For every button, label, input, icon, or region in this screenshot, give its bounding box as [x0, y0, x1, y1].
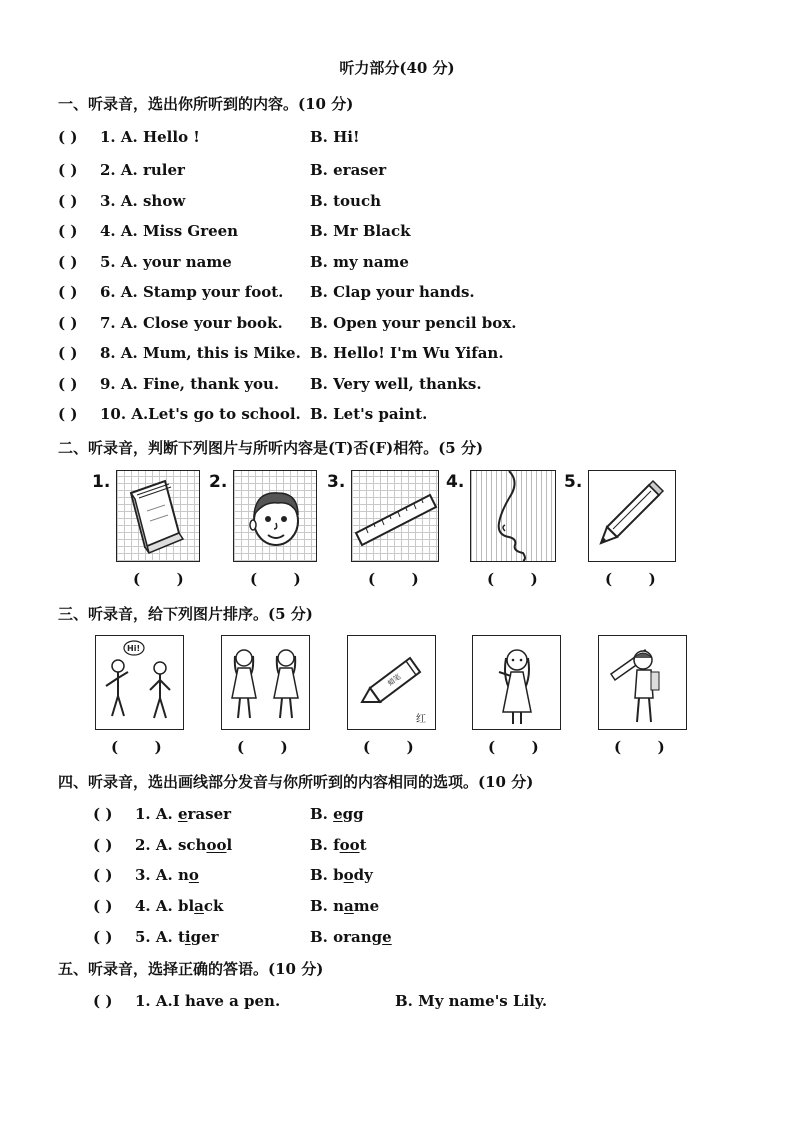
corner-label: 红	[416, 714, 426, 725]
option-a: 1. A.I have a pen.	[135, 992, 281, 1010]
option-b: B. eraser	[310, 161, 387, 179]
picture-boy-with-ruler	[598, 635, 687, 730]
option-a: 8. A. Mum, this is Mike.	[100, 344, 301, 362]
answer-blank[interactable]: ( )	[58, 128, 78, 146]
option-a: 2. A. ruler	[100, 161, 185, 179]
answer-blank[interactable]: ( )	[58, 283, 78, 301]
option-b: B. My name's Lily.	[395, 992, 548, 1010]
page-title: 听力部分(40 分)	[339, 59, 455, 77]
option-a: 5. A. your name	[100, 253, 232, 271]
answer-blank[interactable]: ( )	[58, 375, 78, 393]
answer-blank[interactable]: ( )	[368, 570, 419, 588]
nose-icon	[471, 471, 555, 561]
option-a: 6. A. Stamp your foot.	[100, 283, 284, 301]
option-b: B. Very well, thanks.	[310, 375, 482, 393]
option-a: 4. A. Miss Green	[100, 222, 239, 240]
option-b: B. orange	[310, 928, 392, 946]
picture-number: 3.	[327, 472, 346, 492]
answer-blank[interactable]: ( )	[488, 738, 539, 756]
option-a: 2. A. school	[135, 836, 233, 854]
picture-number: 1.	[92, 472, 111, 492]
option-a: 5. A. tiger	[135, 928, 219, 946]
crayon-icon	[348, 636, 435, 729]
answer-blank[interactable]: ( )	[237, 738, 288, 756]
picture-two-girls	[221, 635, 310, 730]
option-b: B. Open your pencil box.	[310, 314, 517, 332]
answer-blank[interactable]: ( )	[58, 314, 78, 332]
option-b: B. my name	[310, 253, 409, 271]
option-b: B. Hello! I'm Wu Yifan.	[310, 344, 504, 362]
section5-heading: 五、听录音，选择正确的答语。(10 分)	[58, 960, 324, 978]
picture-book	[116, 470, 200, 562]
section4-heading: 四、听录音，选出画线部分发音与你所听到的内容相同的选项。(10 分)	[58, 773, 534, 791]
section2-heading: 二、听录音，判断下列图片与所听内容是(T)否(F)相符。(5 分)	[58, 439, 484, 457]
answer-blank[interactable]: ( )	[93, 866, 113, 884]
option-a: 4. A. black	[135, 897, 224, 915]
option-a: 1. A. Hello !	[100, 128, 200, 146]
option-b: B. Clap your hands.	[310, 283, 475, 301]
boy-face-icon	[234, 471, 316, 561]
option-b: B. Hi!	[310, 128, 360, 146]
option-b: B. Mr Black	[310, 222, 411, 240]
answer-blank[interactable]: ( )	[487, 570, 538, 588]
option-a: 9. A. Fine, thank you.	[100, 375, 280, 393]
answer-blank[interactable]: ( )	[58, 253, 78, 271]
option-b: B. touch	[310, 192, 382, 210]
ruler-icon	[352, 471, 438, 561]
answer-blank[interactable]: ( )	[58, 222, 78, 240]
section3-heading: 三、听录音，给下列图片排序。(5 分)	[58, 605, 313, 623]
option-b: B. Let's paint.	[310, 405, 428, 423]
answer-blank[interactable]: ( )	[93, 805, 113, 823]
answer-blank[interactable]: ( )	[93, 897, 113, 915]
picture-number: 4.	[446, 472, 465, 492]
option-b: B. name	[310, 897, 380, 915]
picture-number: 2.	[209, 472, 228, 492]
answer-blank[interactable]: ( )	[605, 570, 656, 588]
two-girls-icon	[222, 636, 309, 729]
answer-blank[interactable]: ( )	[93, 992, 113, 1010]
book-icon	[117, 471, 199, 561]
option-a: 1. A. eraser	[135, 805, 232, 823]
option-a: 10. A.Let's go to school.	[100, 405, 301, 423]
answer-blank[interactable]: ( )	[93, 928, 113, 946]
picture-crayon	[347, 635, 436, 730]
picture-ruler	[351, 470, 439, 562]
picture-nose	[470, 470, 556, 562]
picture-pencil	[588, 470, 676, 562]
answer-blank[interactable]: ( )	[58, 344, 78, 362]
answer-blank[interactable]: ( )	[250, 570, 301, 588]
answer-blank[interactable]: ( )	[58, 161, 78, 179]
answer-blank[interactable]: ( )	[93, 836, 113, 854]
answer-blank[interactable]: ( )	[58, 405, 78, 423]
option-a: 7. A. Close your book.	[100, 314, 283, 332]
picture-number: 5.	[564, 472, 583, 492]
boy-with-ruler-icon	[599, 636, 686, 729]
speech-bubble-text: Hi!	[127, 644, 141, 653]
crayon-label: 蜡笔	[386, 672, 403, 688]
section1-heading: 一、听录音，选出你所听到的内容。(10 分)	[58, 95, 354, 113]
answer-blank[interactable]: ( )	[133, 570, 184, 588]
answer-blank[interactable]: ( )	[614, 738, 665, 756]
answer-blank[interactable]: ( )	[363, 738, 414, 756]
answer-blank[interactable]: ( )	[58, 192, 78, 210]
picture-boy-face	[233, 470, 317, 562]
two-boys-greeting-icon	[96, 636, 183, 729]
option-b: B. body	[310, 866, 373, 884]
answer-blank[interactable]: ( )	[111, 738, 162, 756]
option-b: B. foot	[310, 836, 367, 854]
pencil-icon	[589, 471, 675, 561]
girl-icon	[473, 636, 560, 729]
picture-girl	[472, 635, 561, 730]
option-b: B. egg	[310, 805, 364, 823]
picture-boys-greeting	[95, 635, 184, 730]
option-a: 3. A. no	[135, 866, 199, 884]
option-a: 3. A. show	[100, 192, 186, 210]
